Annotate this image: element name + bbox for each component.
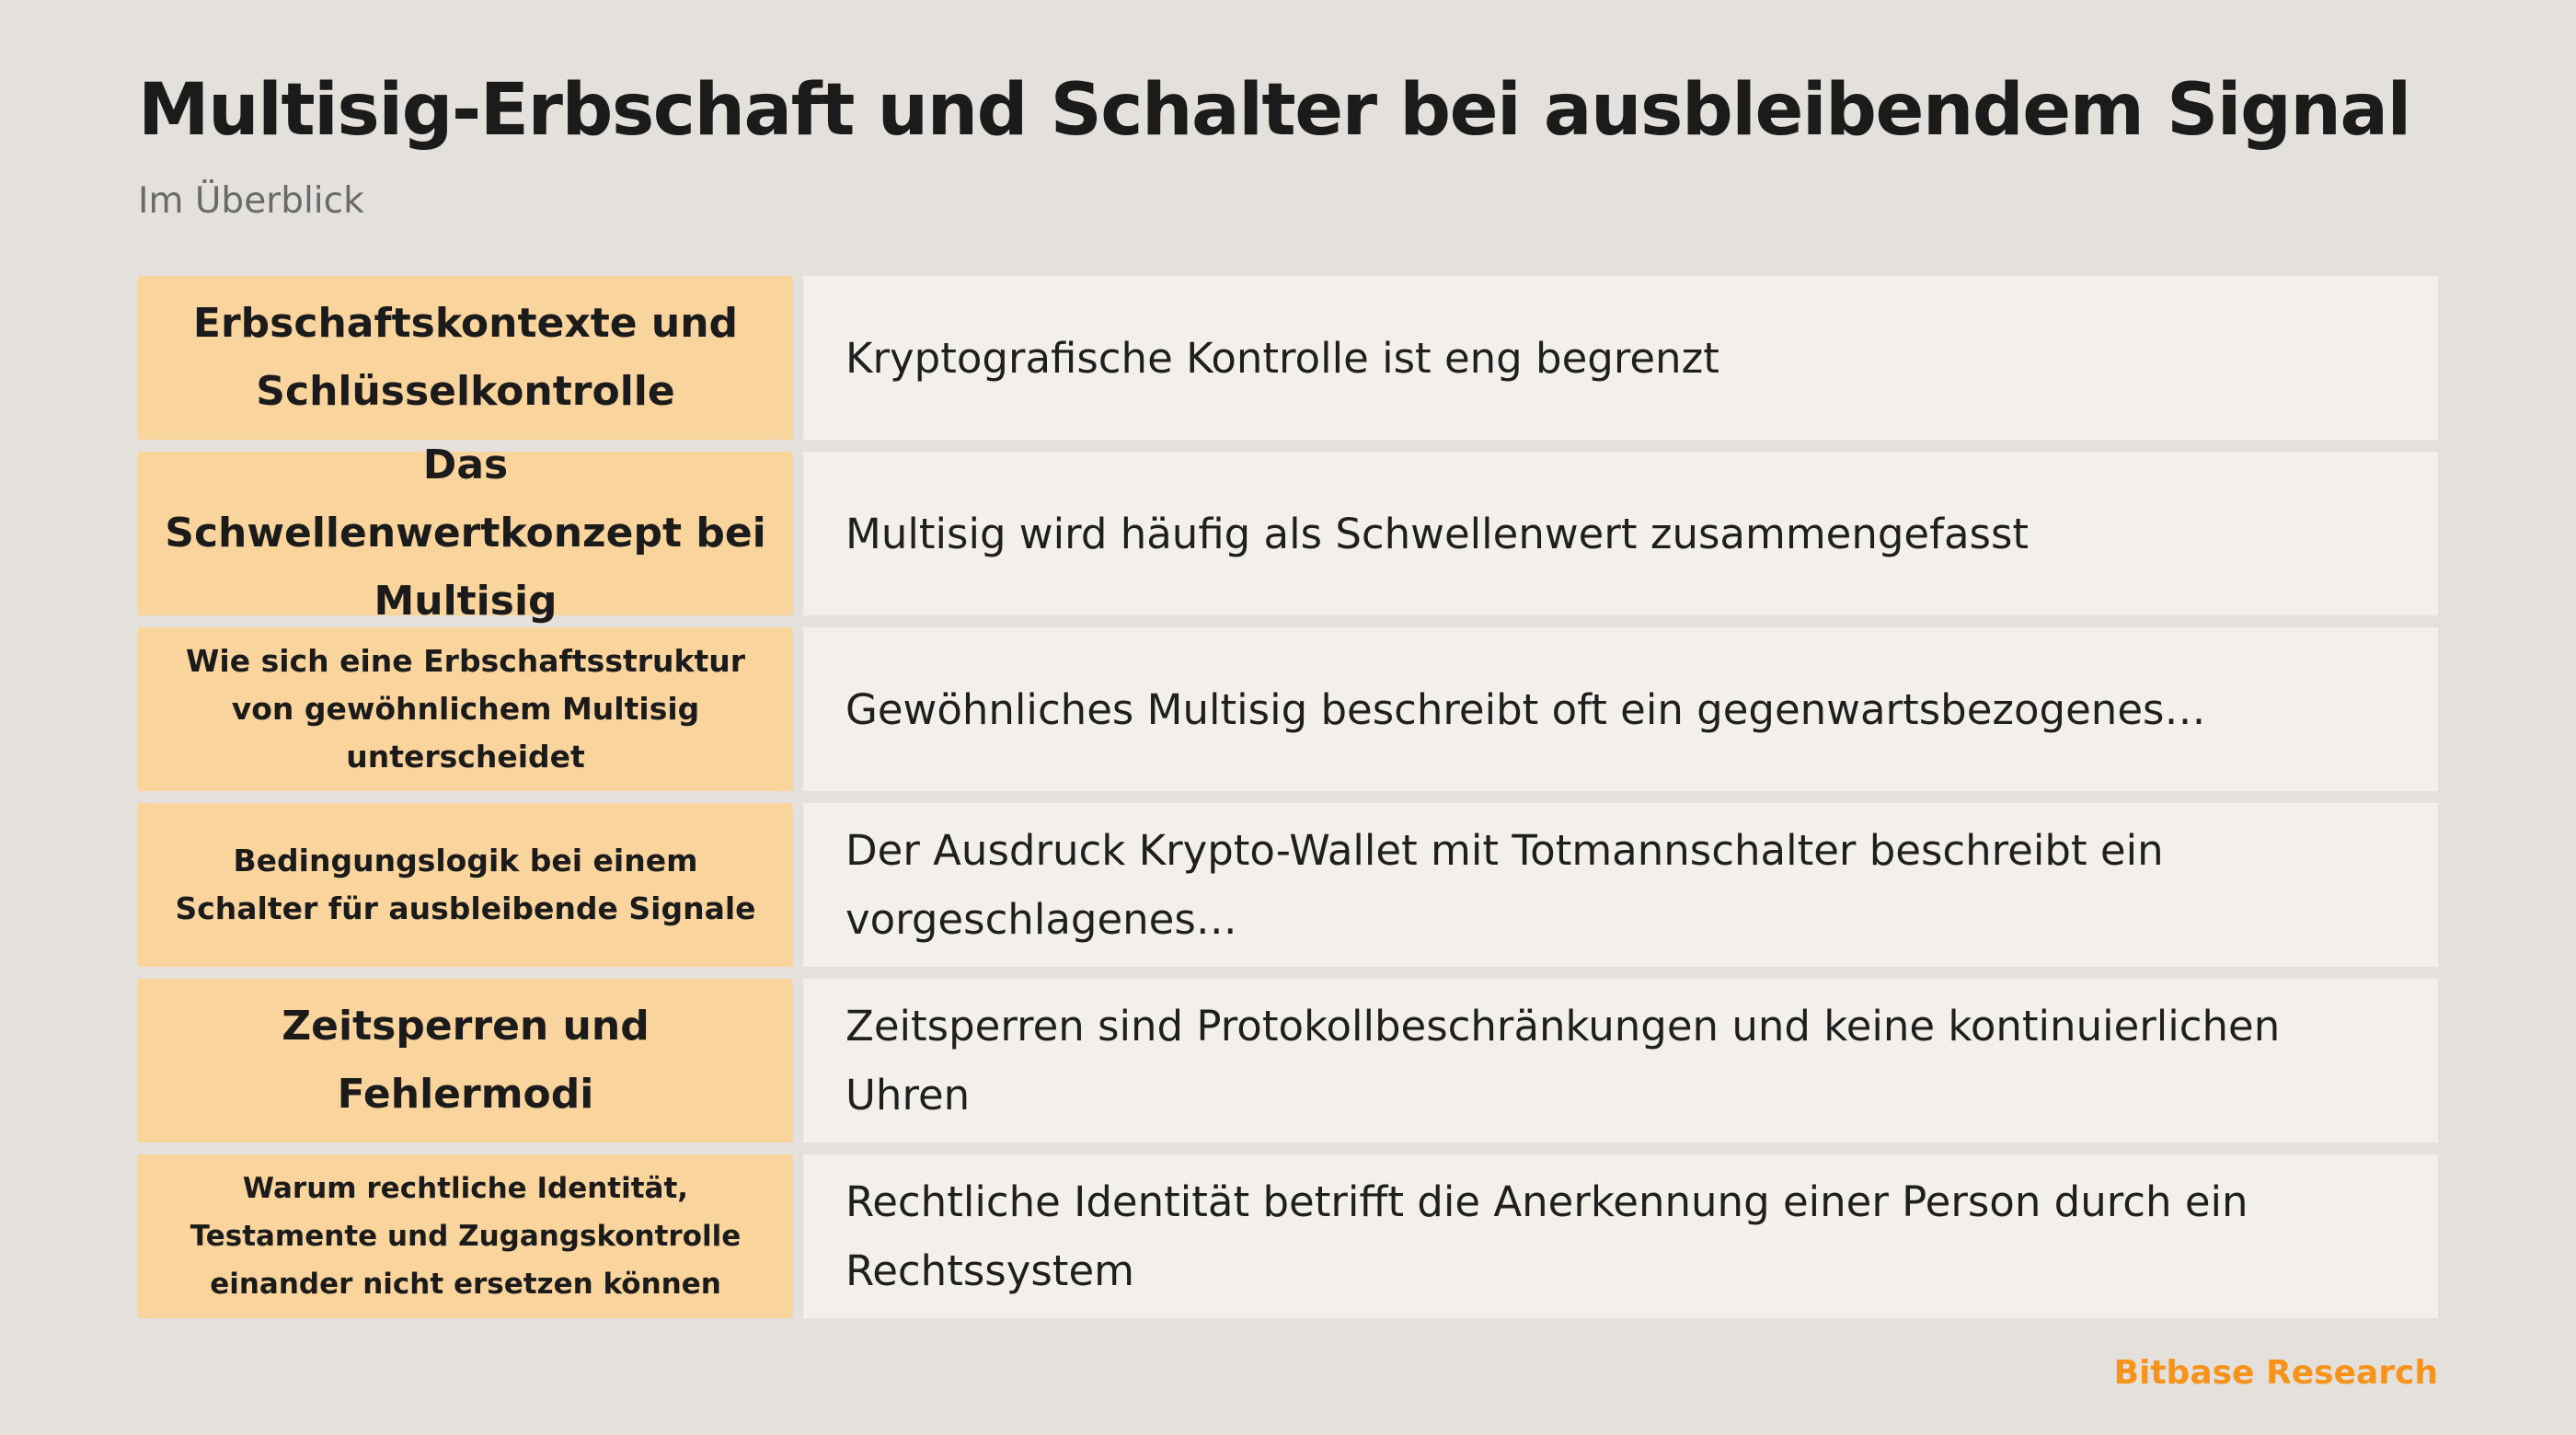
table-row [138,803,2438,967]
brand-label: Bitbase Research [2113,1354,2438,1392]
page-subtitle: Im Überblick [138,180,364,222]
table-row [138,1154,2438,1318]
row-key: Zeitsperren und Fehlermodi [138,979,793,1142]
overview-table [138,276,2438,1318]
table-row [138,627,2438,791]
row-key: Wie sich eine Erbschaftsstruktur von gewöhnlichem Multisig unterscheidet [138,627,793,791]
table-row [138,442,2438,625]
row-value: Multisig wird häufig als Schwellenwert zusammengefasst [803,452,2438,615]
row-key: Erbschaftskontexte und Schlüsselkontrolle [138,276,793,440]
row-value: Der Ausdruck Krypto-Wallet mit Totmannschalter beschreibt ein vorgeschlagenes… [803,803,2438,967]
row-value: Zeitsperren sind Protokollbeschränkungen und keine kontinuierlichen Uhren [803,979,2438,1142]
table-row [138,276,2438,440]
row-value: Rechtliche Identität betrifft die Anerkennung einer Person durch ein Rechtssystem [803,1154,2438,1318]
row-key: Bedingungslogik bei einem Schalter für ausbleibende Signale [138,803,793,967]
row-value: Kryptografische Kontrolle ist eng begrenzt [803,276,2438,440]
row-key: Warum rechtliche Identität, Testamente und Zugangskontrolle einander nicht ersetzen können [138,1154,793,1318]
page-title: Multisig-Erbschaft und Schalter bei ausbleibendem Signal [138,69,2410,152]
table-row [138,979,2438,1142]
row-value: Gewöhnliches Multisig beschreibt oft ein gegenwartsbezogenes… [803,627,2438,791]
row-key: Das Schwellenwertkonzept bei Multisig [138,452,793,615]
